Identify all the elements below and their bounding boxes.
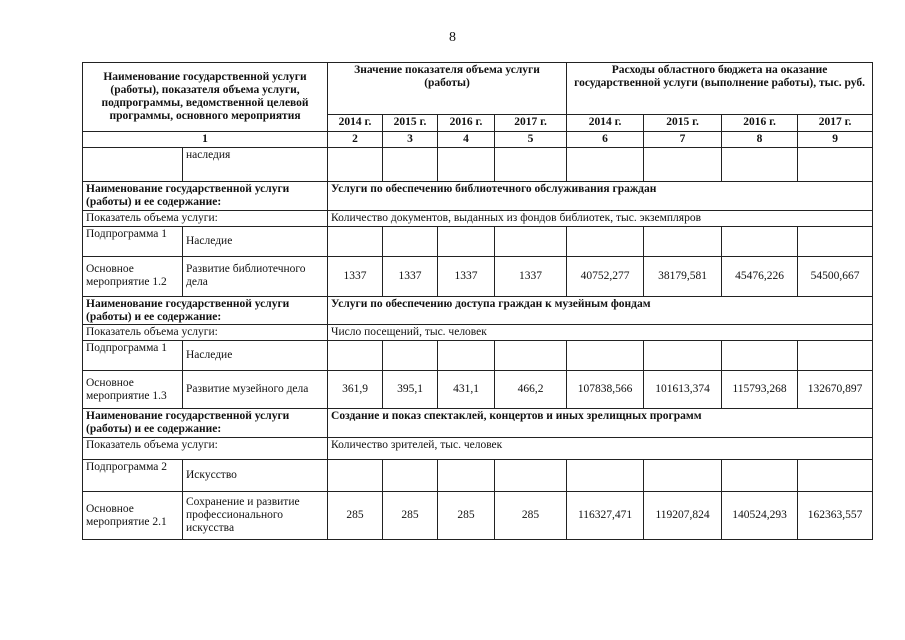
page-number: 8: [449, 30, 456, 45]
year-volume-2: 2015 г.: [383, 115, 438, 132]
measure-row: [83, 492, 873, 540]
year-volume-1: 2014 г.: [328, 115, 383, 132]
subprogram-name: Наследие: [183, 226, 328, 256]
subprogram-code: Подпрограмма 2: [83, 460, 183, 492]
budget-table: [82, 62, 873, 540]
volume-2016: 285: [438, 492, 495, 540]
volume-2017: 466,2: [495, 371, 567, 409]
volume-2015: 395,1: [383, 371, 438, 409]
year-expense-4: 2017 г.: [798, 115, 873, 132]
measure-code: Основное мероприятие 1.3: [83, 371, 183, 409]
expense-2017: 54500,667: [798, 256, 873, 296]
measure-code: Основное мероприятие 1.2: [83, 256, 183, 296]
expense-2014: 107838,566: [567, 371, 644, 409]
indicator-label: Показатель объема услуги:: [83, 210, 328, 226]
volume-2014: 1337: [328, 256, 383, 296]
service-row: [83, 409, 873, 438]
measure-code: Основное мероприятие 2.1: [83, 492, 183, 540]
indicator-row: [83, 438, 873, 460]
expense-2015: 119207,824: [644, 492, 722, 540]
col-number-4: 4: [438, 132, 495, 148]
service-value: Услуги по обеспечению библиотечного обслуживания граждан: [328, 181, 873, 210]
col-number-8: 8: [722, 132, 798, 148]
indicator-value: Количество зрителей, тыс. человек: [328, 438, 873, 460]
indicator-row: [83, 325, 873, 341]
col-number-3: 3: [383, 132, 438, 148]
measure-name: Сохранение и развитие профессионального искусства: [183, 492, 328, 540]
indicator-row: [83, 210, 873, 226]
year-expense-1: 2014 г.: [567, 115, 644, 132]
header-col-volume: Значение показателя объема услуги (работы): [328, 63, 567, 115]
year-expense-3: 2016 г.: [722, 115, 798, 132]
indicator-value: Количество документов, выданных из фондов библиотек, тыс. экземпляров: [328, 210, 873, 226]
service-label: Наименование государственной услуги (работы) и ее содержание:: [83, 181, 328, 210]
subprogram-code: Подпрограмма 1: [83, 341, 183, 371]
volume-2017: 1337: [495, 256, 567, 296]
col-number-1: 1: [83, 132, 328, 148]
volume-2017: 285: [495, 492, 567, 540]
service-value: Услуги по обеспечению доступа граждан к музейным фондам: [328, 296, 873, 325]
subprogram-row: [83, 341, 873, 371]
continuation-row: [83, 147, 873, 181]
expense-2016: 115793,268: [722, 371, 798, 409]
subprogram-row: [83, 460, 873, 492]
measure-name: Развитие библиотечного дела: [183, 256, 328, 296]
continuation-text: наследия: [183, 147, 328, 181]
year-expense-2: 2015 г.: [644, 115, 722, 132]
volume-2015: 285: [383, 492, 438, 540]
service-label: Наименование государственной услуги (работы) и ее содержание:: [83, 296, 328, 325]
col-number-6: 6: [567, 132, 644, 148]
subprogram-name: Наследие: [183, 341, 328, 371]
expense-2016: 140524,293: [722, 492, 798, 540]
col-number-2: 2: [328, 132, 383, 148]
expense-2014: 40752,277: [567, 256, 644, 296]
service-row: [83, 181, 873, 210]
header-row: [83, 63, 873, 115]
measure-row: [83, 256, 873, 296]
service-row: [83, 296, 873, 325]
expense-2016: 45476,226: [722, 256, 798, 296]
year-volume-4: 2017 г.: [495, 115, 567, 132]
header-col-name: Наименование государственной услуги (работы), показателя объема услуги, подпрограммы, ведомственной целевой программы, основного мероприятия: [83, 63, 328, 132]
year-volume-3: 2016 г.: [438, 115, 495, 132]
col-number-5: 5: [495, 132, 567, 148]
volume-2015: 1337: [383, 256, 438, 296]
measure-row: [83, 371, 873, 409]
continuation-empty: [83, 147, 183, 181]
indicator-label: Показатель объема услуги:: [83, 325, 328, 341]
volume-2016: 431,1: [438, 371, 495, 409]
expense-2014: 116327,471: [567, 492, 644, 540]
volume-2014: 361,9: [328, 371, 383, 409]
indicator-value: Число посещений, тыс. человек: [328, 325, 873, 341]
col-number-7: 7: [644, 132, 722, 148]
volume-2014: 285: [328, 492, 383, 540]
service-value: Создание и показ спектаклей, концертов и иных зрелищных программ: [328, 409, 873, 438]
expense-2017: 162363,557: [798, 492, 873, 540]
volume-2016: 1337: [438, 256, 495, 296]
expense-2015: 38179,581: [644, 256, 722, 296]
header-col-expenses: Расходы областного бюджета на оказание государственной услуги (выполнение работы), тыс. руб.: [567, 63, 873, 115]
subprogram-name: Искусство: [183, 460, 328, 492]
column-numbers-row: [83, 132, 873, 148]
indicator-label: Показатель объема услуги:: [83, 438, 328, 460]
service-label: Наименование государственной услуги (работы) и ее содержание:: [83, 409, 328, 438]
subprogram-row: [83, 226, 873, 256]
col-number-9: 9: [798, 132, 873, 148]
expense-2015: 101613,374: [644, 371, 722, 409]
expense-2017: 132670,897: [798, 371, 873, 409]
measure-name: Развитие музейного дела: [183, 371, 328, 409]
subprogram-code: Подпрограмма 1: [83, 226, 183, 256]
